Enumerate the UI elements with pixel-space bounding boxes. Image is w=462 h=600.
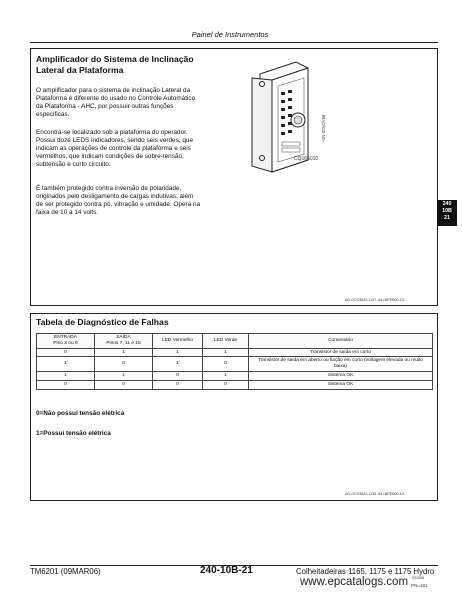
header-output: SAÍDA Pinos 7, 11 e 16	[95, 334, 153, 349]
section2-title: Tabela de Diagnóstico de Falhas	[36, 317, 169, 327]
figure-side-label: -UN-02NOV98	[321, 114, 326, 142]
cell: 1	[153, 348, 203, 357]
header-rule	[30, 42, 438, 43]
table-header-row	[37, 334, 433, 349]
text-line: especificas.	[36, 111, 70, 119]
cell: 1	[37, 357, 95, 372]
cell: 0	[153, 380, 203, 389]
site-watermark: www.epcatalogs.com	[300, 576, 409, 588]
diagnostic-table	[36, 333, 433, 390]
text-line: indicam as operações de controle da plataforma e seis	[36, 145, 191, 153]
legend-zero: 0=Não possui tensão elétrica	[36, 410, 125, 417]
cell: 1	[95, 371, 153, 380]
cell: 0	[203, 380, 249, 389]
text-line: da Plataforma - AHC, por possuir outras funções	[36, 103, 174, 111]
header-green-led: LED Verde	[203, 334, 249, 349]
cell: Sistema OK	[249, 371, 433, 380]
text-line: Encontra-se localizado sob a plataforma do operador.	[36, 129, 188, 136]
footer-doc-id: TM6201 (09MAR06)	[30, 567, 101, 576]
header-red-led: LED Vermelho	[153, 334, 203, 349]
table-row	[37, 357, 433, 372]
cell: Transistor de saída em aberto ou fiação em curto (voltagem elevada ou muito baixa)	[249, 357, 433, 372]
running-header: Painel de Instrumentos	[191, 30, 269, 39]
text-line: É também protegido contra inversão de polaridade,	[36, 185, 182, 192]
tab-line: 10B	[442, 208, 452, 214]
cell: 1	[95, 348, 153, 357]
amplifier-illustration	[238, 60, 431, 186]
section1-paragraph-3	[36, 185, 241, 217]
section1-reference: AG,OCO3622,1137 -54-08FEB00-1/1	[345, 298, 405, 302]
text-line: vermelhos, que indicam condições de sobre-tensão,	[36, 153, 184, 161]
header-comment: Comentário	[249, 334, 433, 349]
text-line: faixa de 10 a 14 volts.	[36, 209, 99, 217]
cell: 0	[95, 380, 153, 389]
footer-code-2: PN=101	[411, 583, 428, 588]
section1-paragraph-2	[36, 129, 241, 169]
section1-title-line2: Lateral da Plataforma	[36, 65, 124, 75]
chapter-tab	[437, 200, 457, 226]
text-line: Possui doze LEDS indicadores, sendo seis verdes, que	[36, 137, 194, 145]
cell: 0	[37, 380, 95, 389]
cell: 0	[95, 357, 153, 372]
page-number: 240-10B-21	[200, 565, 253, 576]
cell: Sistema OK	[249, 380, 433, 389]
section1-title-line1: Amplificador do Sistema de Inclinação	[36, 54, 194, 64]
section1-paragraph-1	[36, 87, 241, 119]
table-row	[37, 380, 433, 389]
figure-code: CQ165010	[294, 156, 319, 162]
cell: 1	[37, 371, 95, 380]
table-row	[37, 348, 433, 357]
cell: 1	[153, 357, 203, 372]
text-line: subtensão e curto circuito.	[36, 161, 111, 169]
cell: 1	[203, 348, 249, 357]
tab-line: 240	[442, 201, 452, 207]
text-line: O amplificador para o sistema de inclinação Lateral da	[36, 87, 191, 94]
section2-reference: AG,OCO3622,1138 -54-08FEB00-1/1	[345, 492, 405, 496]
cell: 0	[153, 371, 203, 380]
text-line: de ser protegido contra pó, vibração e umidade. Opera na	[36, 201, 201, 209]
cell: 0	[37, 348, 95, 357]
cell: 0	[203, 357, 249, 372]
cell: 1	[203, 371, 249, 380]
text-line: originados pelo desligamento de cargas indutivas, além	[36, 193, 194, 201]
legend-one: 1=Possui tensão elétrica	[36, 430, 111, 437]
tab-line: 21	[444, 215, 450, 221]
cell: Transistor de saída em curto	[249, 348, 433, 357]
footer-models: Colheitadeiras 1165, 1175 e 1175 Hydro	[296, 567, 435, 576]
table-row	[37, 371, 433, 380]
header-input: ENTRADA Pino 3 ou 8	[37, 334, 95, 349]
text-line: Plataforma é diferente do usado no Controle Automático	[36, 95, 196, 103]
footer-code-1: 031506	[412, 576, 424, 580]
